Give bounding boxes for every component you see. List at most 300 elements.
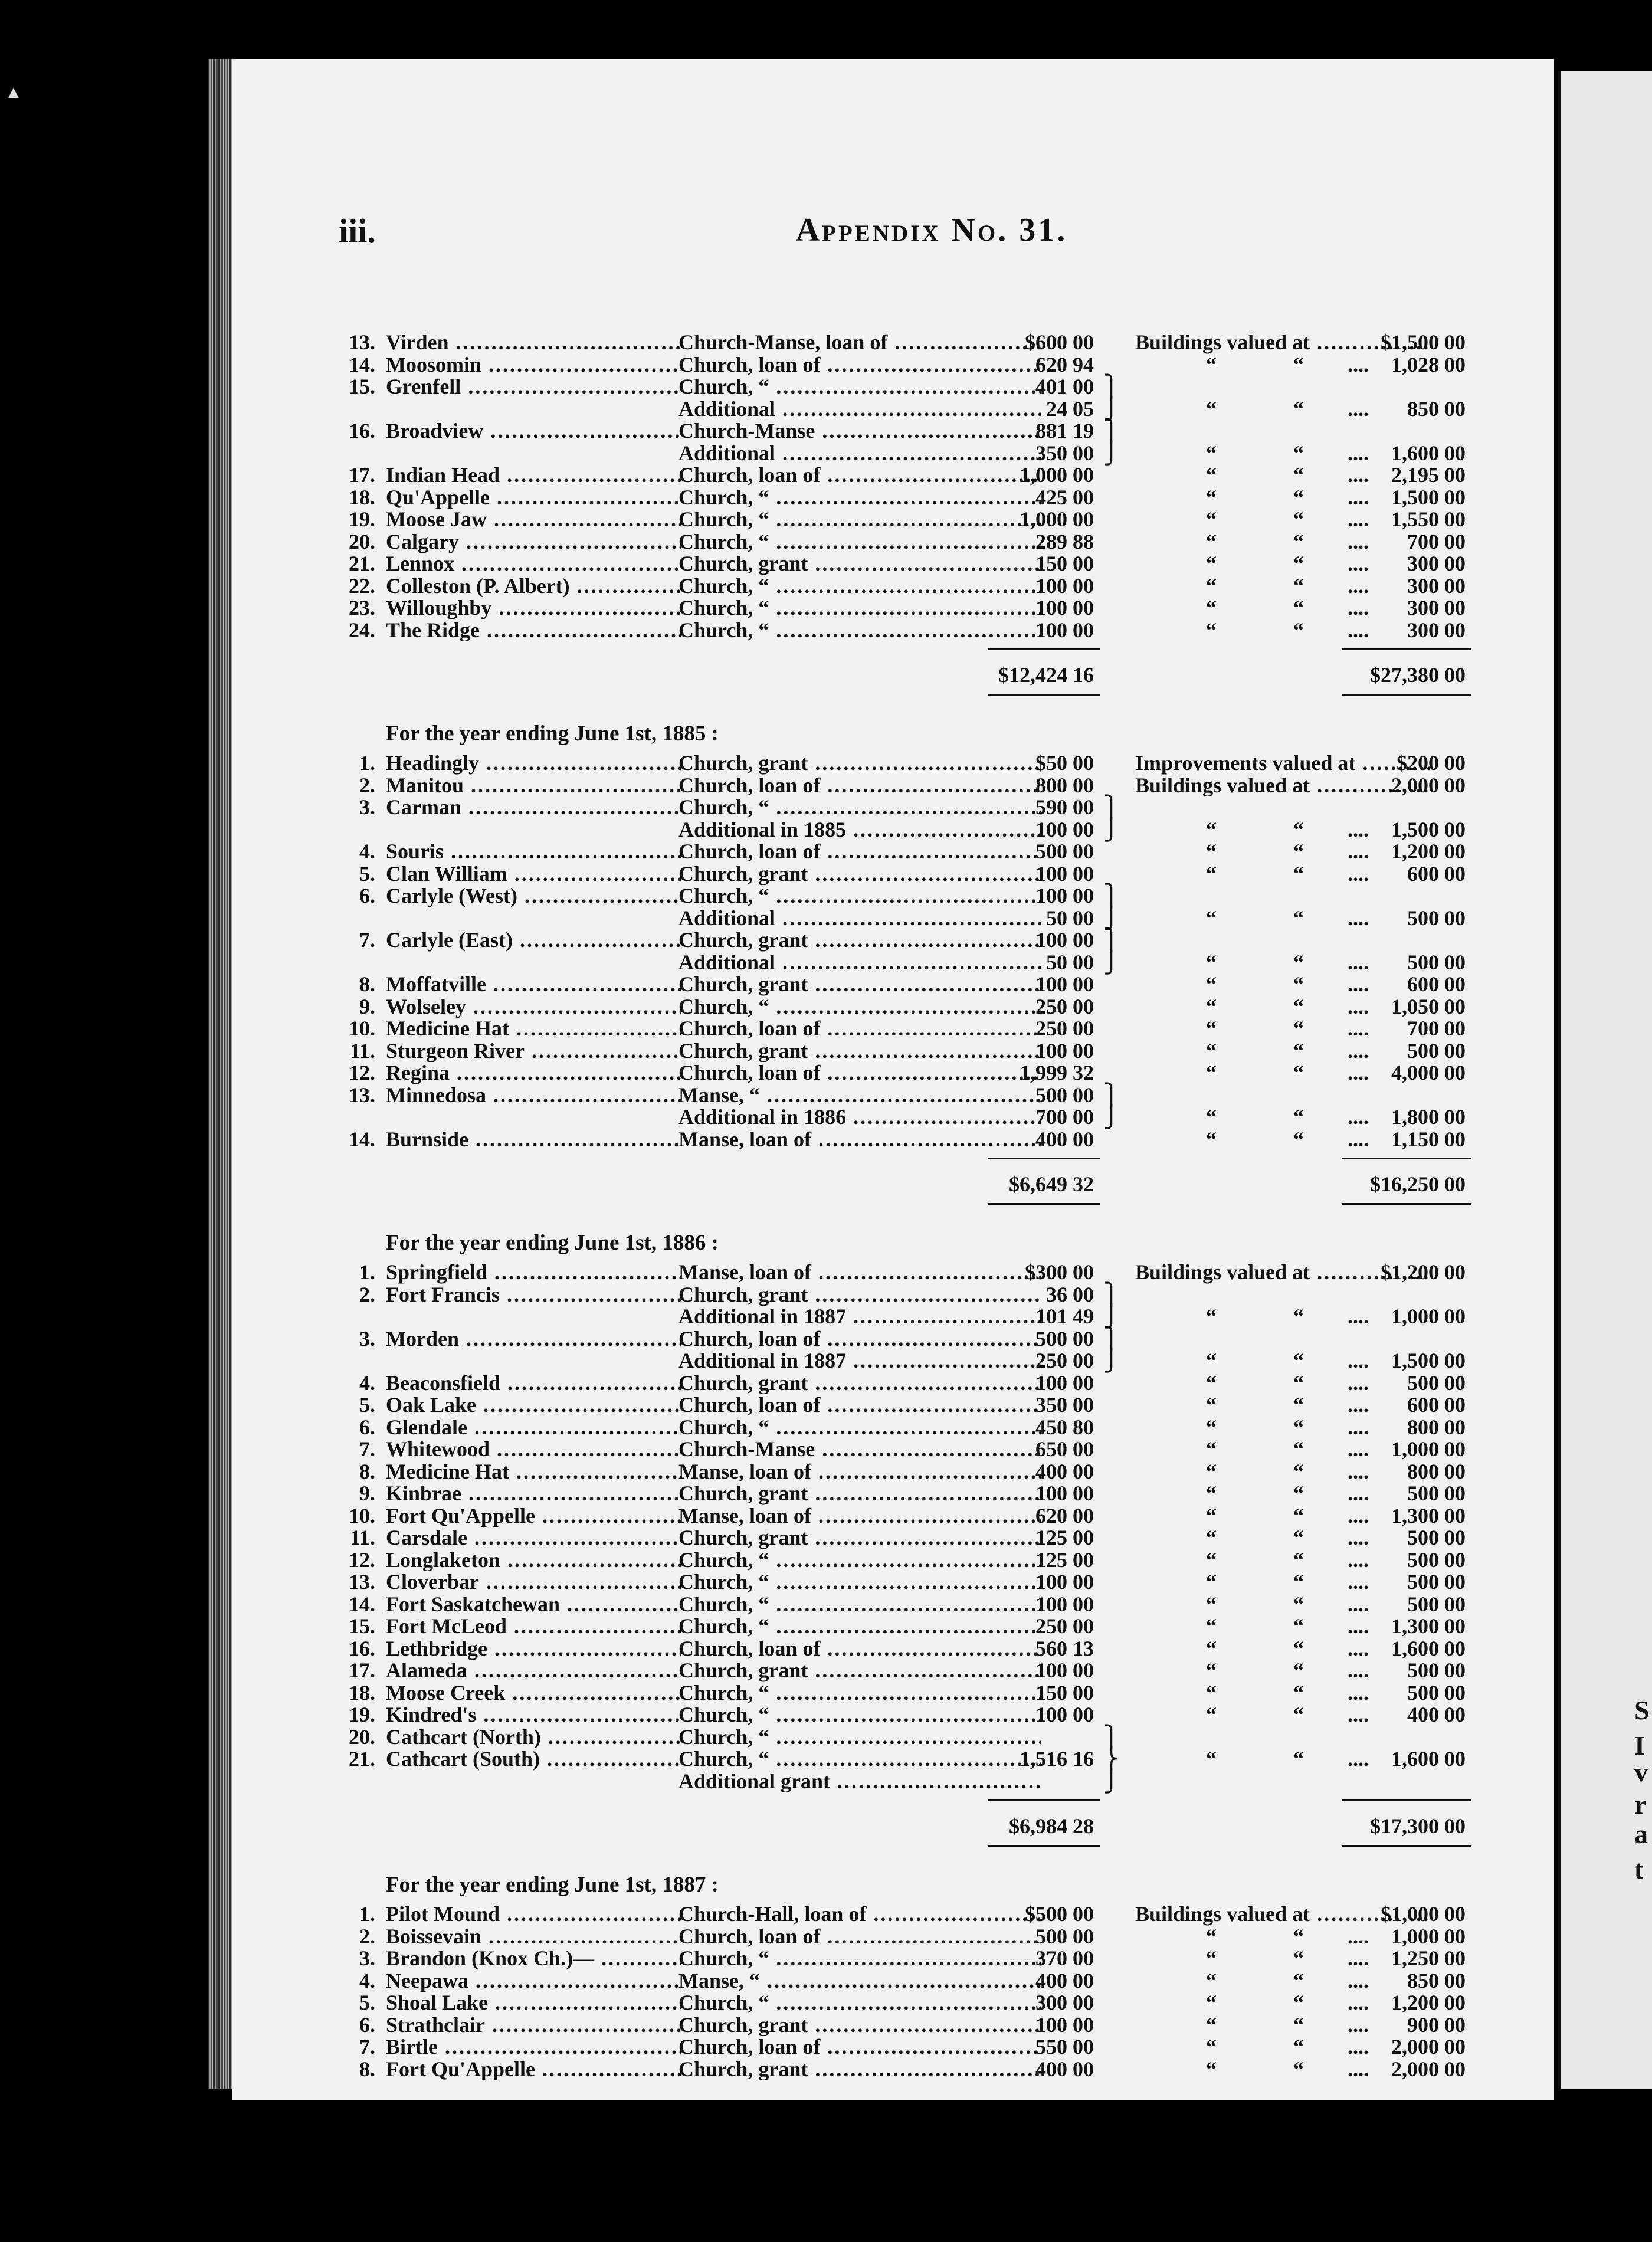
leader-dots: ....	[1348, 1127, 1369, 1151]
ditto-mark: “	[1293, 1415, 1304, 1439]
leader-dots: ....	[1348, 1526, 1369, 1549]
ditto-mark: “	[1206, 1304, 1217, 1328]
leader-dots: ....	[1348, 1703, 1369, 1726]
place-name: Kindred's .....	[386, 1704, 681, 1726]
ditto-mark: “	[1293, 972, 1304, 996]
amount: 500 00	[1035, 1924, 1094, 1948]
ditto-mark: “	[1293, 950, 1304, 974]
rule-row	[321, 1845, 1536, 1850]
amount: 700 00	[1035, 1105, 1094, 1129]
place-name: Birtle .....	[386, 2036, 681, 2059]
amount: 400 00	[1035, 1968, 1094, 1992]
ledger-row	[321, 974, 1536, 996]
building-description: Church, “ .....	[678, 796, 1041, 819]
ditto-mark: “	[1293, 1570, 1304, 1594]
ledger-row	[321, 398, 1536, 421]
rule-row	[321, 1792, 1536, 1807]
entry-number: 20.	[349, 1725, 375, 1749]
value-rule	[1342, 1800, 1471, 1801]
amount: 250 00	[1035, 1614, 1094, 1638]
leader-dots: ....	[1348, 1924, 1369, 1948]
page-number: iii.	[339, 212, 376, 250]
amount: 100 00	[1035, 1038, 1094, 1063]
place-name: Cathcart (North) .....	[386, 1726, 681, 1749]
leader-dots: ....	[1348, 485, 1369, 509]
ditto-mark: “	[1293, 1481, 1304, 1505]
amount: 250 00	[1035, 1017, 1094, 1040]
entry-number: 18.	[349, 485, 375, 509]
brace-mark: ⎭	[1103, 950, 1119, 974]
adjacent-page-fragment: S	[1634, 1695, 1650, 1725]
ditto-mark: “	[1293, 573, 1304, 598]
ledger-row	[321, 996, 1536, 1018]
entry-number: 15.	[349, 375, 375, 398]
building-value: 1,028 00	[1391, 352, 1466, 376]
ditto-mark: “	[1293, 1105, 1304, 1129]
ditto-mark: “	[1206, 2035, 1217, 2059]
ditto-mark: “	[1293, 396, 1304, 421]
place-name: Shoal Lake .....	[386, 1992, 681, 2014]
ditto-mark: “	[1293, 861, 1304, 886]
section-gap	[321, 1208, 1536, 1225]
ditto-mark: “	[1206, 1570, 1217, 1594]
ditto-mark: “	[1293, 1968, 1304, 1992]
total-row	[321, 1807, 1536, 1845]
place-name: Fort McLeod .....	[386, 1615, 681, 1638]
ditto-mark: “	[1293, 1437, 1304, 1461]
leader-dots: ....	[1348, 1437, 1369, 1461]
building-description: Additional in 1885 .....	[678, 819, 1041, 841]
building-value: 500 00	[1407, 1570, 1466, 1594]
entry-number: 9.	[359, 1481, 375, 1505]
ditto-mark: “	[1206, 1548, 1217, 1572]
building-description: Church, “ .....	[678, 1549, 1041, 1572]
place-name: Carsdale .....	[386, 1527, 681, 1549]
leader-dots: ....	[1348, 2012, 1369, 2037]
brace-mark: ⎫	[1103, 1725, 1119, 1749]
rule-row	[321, 694, 1536, 699]
ditto-mark: “	[1293, 1747, 1304, 1771]
amount: $500 00	[1025, 1902, 1094, 1926]
amount: 370 00	[1035, 1946, 1094, 1970]
building-value: 1,500 00	[1391, 817, 1466, 841]
ledger-row	[321, 841, 1536, 863]
ledger-row	[321, 1771, 1536, 1793]
building-description: Church, grant .....	[678, 752, 1041, 775]
building-description: Church, grant .....	[678, 553, 1041, 575]
building-description: Church, loan of .....	[678, 1394, 1041, 1417]
building-value: 850 00	[1407, 1968, 1466, 1992]
building-description: Additional .....	[678, 907, 1041, 930]
entry-number: 19.	[349, 1703, 375, 1726]
ditto-mark: “	[1293, 507, 1304, 531]
place-name: Virden .....	[386, 332, 681, 354]
ditto-mark: “	[1206, 463, 1217, 487]
leader-dots: ....	[1348, 1105, 1369, 1129]
amount: 100 00	[1035, 573, 1094, 598]
ledger-row	[321, 1748, 1536, 1771]
ditto-mark: “	[1293, 1680, 1304, 1705]
ledger-row	[321, 1926, 1536, 1948]
brace-mark: ⎫	[1103, 884, 1119, 907]
ditto-mark: “	[1206, 1991, 1217, 2014]
building-description: Church-Manse, loan of .....	[678, 332, 1041, 354]
leader-dots: ....	[1348, 2035, 1369, 2059]
amount: 150 00	[1035, 552, 1094, 575]
ditto-mark: “	[1293, 906, 1304, 930]
section-gap	[321, 699, 1536, 716]
brace-mark: ⎭	[1103, 906, 1119, 930]
place-name: Moosomin .....	[386, 354, 681, 376]
building-description: Church-Manse .....	[678, 420, 1041, 442]
building-value: 400 00	[1407, 1703, 1466, 1726]
ledger-row	[321, 1350, 1536, 1372]
building-description: Church, “ .....	[678, 1704, 1041, 1726]
entry-number: 1.	[359, 1902, 375, 1926]
building-value: 1,600 00	[1391, 1636, 1466, 1660]
ditto-mark: “	[1293, 618, 1304, 642]
building-value: $1,200 00	[1381, 1260, 1466, 1284]
valuation-label: Buildings valued at .....	[1135, 775, 1430, 797]
entry-number: 7.	[359, 1437, 375, 1461]
place-name: Calgary .....	[386, 531, 681, 553]
entry-number: 19.	[349, 507, 375, 531]
amount: 560 13	[1035, 1636, 1094, 1660]
place-name: Cloverbar .....	[386, 1571, 681, 1594]
leader-dots: ....	[1348, 906, 1369, 930]
leader-dots: ....	[1348, 840, 1369, 863]
building-description: Additional in 1887 .....	[678, 1306, 1041, 1328]
ditto-mark: “	[1206, 1526, 1217, 1549]
leader-dots: ....	[1348, 1481, 1369, 1505]
ditto-mark: “	[1206, 1371, 1217, 1395]
amount: 400 00	[1035, 1459, 1094, 1483]
ledger-row	[321, 1394, 1536, 1417]
total-amount: $12,424 16	[998, 663, 1094, 687]
place-name: Souris .....	[386, 841, 681, 863]
ditto-mark: “	[1293, 1924, 1304, 1948]
amount: 1,999 32	[1020, 1061, 1094, 1084]
section-heading-row	[321, 1225, 1536, 1261]
ledger-row	[321, 1328, 1536, 1351]
entry-number: 10.	[349, 1017, 375, 1040]
ditto-mark: “	[1293, 1991, 1304, 2014]
place-name: Grenfell .....	[386, 376, 681, 398]
building-value: 2,000 00	[1391, 2035, 1466, 2059]
ditto-mark: “	[1293, 463, 1304, 487]
ledger-row	[321, 1948, 1536, 1970]
entry-number: 17.	[349, 1658, 375, 1682]
total-amount: $6,984 28	[1009, 1814, 1094, 1838]
entry-number: 5.	[359, 1991, 375, 2014]
rule-row	[321, 641, 1536, 656]
ditto-mark: “	[1206, 396, 1217, 421]
ledger-row	[321, 1306, 1536, 1328]
ledger-row	[321, 1660, 1536, 1682]
leader-dots: ....	[1348, 1636, 1369, 1660]
building-description: Church-Hall, loan of .....	[678, 1903, 1041, 1926]
ditto-mark: “	[1206, 1061, 1217, 1084]
ledger-table	[321, 332, 1536, 2080]
building-value: 500 00	[1407, 1548, 1466, 1572]
building-description: Church, grant .....	[678, 1483, 1041, 1505]
ledger-row	[321, 863, 1536, 886]
place-name: Regina .....	[386, 1062, 681, 1084]
building-description: Manse, loan of .....	[678, 1461, 1041, 1483]
value-rule	[1342, 1845, 1471, 1847]
section-heading: For the year ending June 1st, 1885 :	[386, 722, 719, 746]
building-description: Church, “ .....	[678, 1571, 1041, 1594]
place-name: Oak Lake .....	[386, 1394, 681, 1417]
ditto-mark: “	[1293, 1636, 1304, 1660]
building-value: 1,550 00	[1391, 507, 1466, 531]
brace-mark: ⎫	[1103, 419, 1119, 442]
amount: 100 00	[1035, 817, 1094, 841]
ditto-mark: “	[1206, 906, 1217, 930]
building-description: Additional in 1887 .....	[678, 1350, 1041, 1372]
amount: 100 00	[1035, 1658, 1094, 1682]
ditto-mark: “	[1206, 861, 1217, 886]
entry-number: 17.	[349, 463, 375, 487]
ditto-mark: “	[1206, 552, 1217, 575]
brace-mark: ⎭	[1103, 1349, 1119, 1372]
building-description: Church, grant .....	[678, 2014, 1041, 2037]
total-value: $27,380 00	[1370, 663, 1466, 687]
entry-number: 18.	[349, 1680, 375, 1705]
valuation-label: Buildings valued at .....	[1135, 332, 1430, 354]
leader-dots: ....	[1348, 1991, 1369, 2014]
building-value: 500 00	[1407, 1038, 1466, 1063]
building-description: Church-Manse .....	[678, 1438, 1041, 1461]
building-description: Manse, “ .....	[678, 1084, 1041, 1107]
building-description: Church, grant .....	[678, 1660, 1041, 1682]
place-name: Moffatville .....	[386, 974, 681, 996]
building-value: 700 00	[1407, 1017, 1466, 1040]
entry-number: 23.	[349, 596, 375, 620]
brace-mark: ⎭	[1103, 1304, 1119, 1328]
building-value: 1,600 00	[1391, 1747, 1466, 1771]
entry-number: 2.	[359, 1924, 375, 1948]
ledger-row	[321, 1084, 1536, 1107]
ditto-mark: “	[1293, 352, 1304, 376]
leader-dots: ....	[1348, 596, 1369, 620]
brace-mark: ⎫	[1103, 1282, 1119, 1306]
ledger-row	[321, 1594, 1536, 1616]
ledger-row	[321, 1106, 1536, 1129]
building-value: 900 00	[1407, 2012, 1466, 2037]
entry-number: 4.	[359, 1968, 375, 1992]
leader-dots: ....	[1348, 1680, 1369, 1705]
ditto-mark: “	[1206, 352, 1217, 376]
entry-number: 1.	[359, 1260, 375, 1284]
place-name: Manitou .....	[386, 775, 681, 797]
ledger-row	[321, 775, 1536, 797]
place-name: Carlyle (East) .....	[386, 929, 681, 952]
building-description: Church, “ .....	[678, 996, 1041, 1018]
building-description: Church, loan of .....	[678, 841, 1041, 863]
building-value: $200 00	[1397, 751, 1466, 775]
building-value: 1,000 00	[1391, 1437, 1466, 1461]
building-value: 800 00	[1407, 1459, 1466, 1483]
ledger-row	[321, 332, 1536, 354]
ditto-mark: “	[1293, 840, 1304, 863]
ditto-mark: “	[1293, 1658, 1304, 1682]
place-name: Sturgeon River .....	[386, 1040, 681, 1063]
place-name: Moose Creek .....	[386, 1682, 681, 1705]
place-name: Beaconsfield .....	[386, 1372, 681, 1395]
ledger-row	[321, 442, 1536, 465]
ditto-mark: “	[1206, 1924, 1217, 1948]
ledger-row	[321, 819, 1536, 841]
ditto-mark: “	[1206, 2012, 1217, 2037]
valuation-label: Buildings valued at .....	[1135, 1903, 1430, 1926]
building-value: 500 00	[1407, 1680, 1466, 1705]
entry-number: 22.	[349, 573, 375, 598]
entry-number: 7.	[359, 928, 375, 952]
total-value: $17,300 00	[1370, 1814, 1466, 1838]
adjacent-page-fragment: I	[1634, 1730, 1645, 1761]
building-description: Additional in 1886 .....	[678, 1106, 1041, 1129]
entry-number: 16.	[349, 1636, 375, 1660]
leader-dots: ....	[1348, 1548, 1369, 1572]
building-description: Church, “ .....	[678, 1417, 1041, 1439]
ditto-mark: “	[1206, 1592, 1217, 1616]
ditto-mark: “	[1293, 1614, 1304, 1638]
entry-number: 1.	[359, 751, 375, 775]
ditto-mark: “	[1293, 1946, 1304, 1970]
leader-dots: ....	[1348, 1017, 1369, 1040]
brace-mark: ⎭	[1103, 441, 1119, 465]
building-description: Church, loan of .....	[678, 2036, 1041, 2059]
place-name: Boissevain .....	[386, 1926, 681, 1948]
ledger-row	[321, 464, 1536, 487]
ledger-row	[321, 952, 1536, 974]
place-name: Whitewood .....	[386, 1438, 681, 1461]
ledger-row	[321, 1903, 1536, 1926]
ditto-mark: “	[1206, 1415, 1217, 1439]
building-description: Church, “ .....	[678, 1726, 1041, 1749]
entry-number: 5.	[359, 1393, 375, 1417]
building-value: 1,000 00	[1391, 1304, 1466, 1328]
ditto-mark: “	[1293, 1127, 1304, 1151]
building-value: 800 00	[1407, 1415, 1466, 1439]
amount: 100 00	[1035, 596, 1094, 620]
ledger-row	[321, 1638, 1536, 1660]
place-name: Strathclair .....	[386, 2014, 681, 2037]
entry-number: 11.	[349, 1526, 375, 1549]
building-value: 1,600 00	[1391, 441, 1466, 465]
leader-dots: ....	[1348, 529, 1369, 553]
amount-rule	[988, 648, 1100, 650]
adjacent-page-fragment: v	[1634, 1757, 1648, 1787]
amount: 620 94	[1035, 352, 1094, 376]
place-name: Morden .....	[386, 1328, 681, 1351]
amount: 50 00	[1046, 906, 1094, 930]
amount: 100 00	[1035, 1481, 1094, 1505]
amount-rule	[988, 1845, 1100, 1847]
building-description: Church, loan of .....	[678, 1638, 1041, 1660]
leader-dots: ....	[1348, 552, 1369, 575]
ledger-row	[321, 1438, 1536, 1461]
amount: 1,000 00	[1020, 463, 1094, 487]
ditto-mark: “	[1206, 1747, 1217, 1771]
leader-dots: ....	[1348, 1393, 1369, 1417]
brace-mark: ⎫	[1103, 795, 1119, 819]
ditto-mark: “	[1293, 1503, 1304, 1528]
ditto-mark: “	[1206, 840, 1217, 863]
ledger-row	[321, 354, 1536, 376]
building-description: Church, grant .....	[678, 1527, 1041, 1549]
building-description: Church, loan of .....	[678, 775, 1041, 797]
building-value: 300 00	[1407, 573, 1466, 598]
leader-dots: ....	[1348, 1614, 1369, 1638]
adjacent-page-fragment: t	[1634, 1854, 1644, 1884]
ledger-row	[321, 553, 1536, 575]
entry-number: 13.	[349, 330, 375, 354]
page-header	[339, 211, 1525, 264]
place-name: The Ridge .....	[386, 620, 681, 642]
ditto-mark: “	[1206, 1349, 1217, 1372]
building-value: 2,195 00	[1391, 463, 1466, 487]
entry-number: 14.	[349, 1127, 375, 1151]
ledger-row	[321, 1970, 1536, 1992]
section-heading: For the year ending June 1st, 1886 :	[386, 1231, 719, 1255]
ditto-mark: “	[1293, 2012, 1304, 2037]
building-description: Church, grant .....	[678, 1284, 1041, 1306]
ditto-mark: “	[1206, 2057, 1217, 2081]
section-heading: For the year ending June 1st, 1887 :	[386, 1873, 719, 1897]
building-description: Church, “ .....	[678, 376, 1041, 398]
ledger-row	[321, 620, 1536, 642]
leader-dots: ....	[1348, 1415, 1369, 1439]
leader-dots: ....	[1348, 950, 1369, 974]
place-name: Fort Francis .....	[386, 1284, 681, 1306]
building-description: Church, grant .....	[678, 1040, 1041, 1063]
ledger-row	[321, 1129, 1536, 1151]
value-rule	[1342, 1158, 1471, 1159]
building-value: 500 00	[1407, 1371, 1466, 1395]
place-name: Indian Head .....	[386, 464, 681, 487]
amount: 620 00	[1035, 1503, 1094, 1528]
brace-mark: ⎭	[1103, 1769, 1119, 1793]
amount: 590 00	[1035, 795, 1094, 819]
leader-dots: ....	[1348, 396, 1369, 421]
appendix-title: Appendix No. 31.	[795, 212, 1068, 248]
building-value: 300 00	[1407, 618, 1466, 642]
building-value: $1,000 00	[1381, 1902, 1466, 1926]
ditto-mark: “	[1293, 1038, 1304, 1063]
entry-number: 21.	[349, 552, 375, 575]
ditto-mark: “	[1293, 2035, 1304, 2059]
place-name: Moose Jaw .....	[386, 509, 681, 531]
leader-dots: ....	[1348, 463, 1369, 487]
place-name: Clan William .....	[386, 863, 681, 886]
building-value: 1,300 00	[1391, 1614, 1466, 1638]
ditto-mark: “	[1293, 485, 1304, 509]
building-description: Church, “ .....	[678, 487, 1041, 509]
building-description: Church, “ .....	[678, 509, 1041, 531]
building-value: 1,150 00	[1391, 1127, 1466, 1151]
building-description: Additional grant .....	[678, 1771, 1041, 1793]
entry-number: 11.	[349, 1038, 375, 1063]
ditto-mark: “	[1293, 1526, 1304, 1549]
building-value: 4,000 00	[1391, 1061, 1466, 1084]
amount: 150 00	[1035, 1680, 1094, 1705]
ditto-mark: “	[1206, 507, 1217, 531]
amount: 100 00	[1035, 884, 1094, 907]
adjacent-page-fragment: r	[1634, 1789, 1647, 1820]
ledger-row	[321, 1483, 1536, 1505]
